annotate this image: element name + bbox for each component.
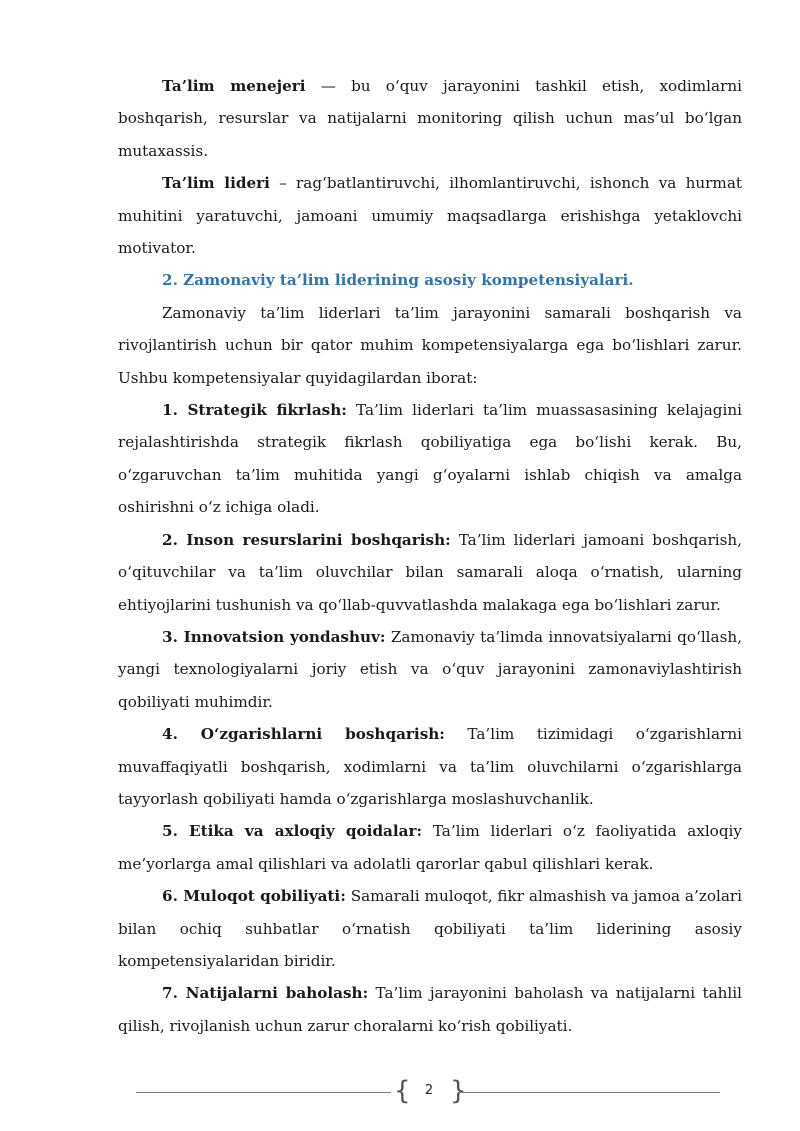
definition-talim-menejeri: — bu o‘quv jarayonini tashkil etish, xodimlarni boshqarish, resurslar va natijalarni monitoring qilish uchun mas’ul bo‘lgan mutaxassis. <box>118 77 742 160</box>
competency-item <box>118 977 742 1042</box>
competency-item <box>118 880 742 977</box>
section-heading: 2. Zamonaviy ta’lim liderining asosiy kompetensiyalari. <box>162 271 634 290</box>
competency-text: Ta’lim liderlari ta’lim muassasasining kelajagini rejalashtirishda strategik fikrlash qobiliyatiga ega bo‘lishi kerak. Bu, o‘zgaruvchan ta’lim muhitida yangi g‘oyalarni ishlab chiqish va amalga oshirishni o‘z ichiga oladi. <box>118 401 742 517</box>
term-talim-lideri: Ta’lim lideri <box>162 174 270 193</box>
intro-paragraph: Zamonaviy ta’lim liderlari ta’lim jarayonini samarali boshqarish va rivojlantirish uchun bir qator muhim kompetensiyalarga ega bo‘lishlari zarur. Ushbu kompetensiyalar quyidagilardan iborat: <box>118 303 742 387</box>
competency-title: 2. Inson resurslarini boshqarish: <box>162 530 451 549</box>
paragraph-talim-lideri <box>118 167 742 264</box>
competency-title: 5. Etika va axloqiy qoidalar: <box>162 822 423 841</box>
competency-item <box>118 524 742 621</box>
competency-title: 1. Strategik fikrlash: <box>162 401 347 420</box>
competency-title: 6. Muloqot qobiliyati: <box>162 887 346 906</box>
competency-item <box>118 621 742 718</box>
page-footer <box>136 1076 720 1108</box>
footer-rule-left <box>136 1092 391 1093</box>
footer-brace-right: } <box>450 1076 467 1106</box>
paragraph-talim-menejeri <box>118 70 742 167</box>
competency-text: Zamonaviy ta’limda innovatsiyalarni qo‘llash, yangi texnologiyalarni joriy etish va o‘quv jarayonini zamonaviylashtirish qobiliyati muhimdir. <box>118 627 742 711</box>
competency-text: Ta’lim tizimidagi o‘zgarishlarni muvaffaqiyatli boshqarish, xodimlarni va ta’lim oluvchilarni o‘zgarishlarga tayyorlash qobiliyati hamda o‘zgarishlarga moslashuvchanlik. <box>118 725 742 808</box>
competency-title: 4. O‘zgarishlarni boshqarish: <box>162 725 445 744</box>
competency-item <box>118 718 742 815</box>
competency-text: Samarali muloqot, fikr almashish va jamoa a’zolari bilan ochiq suhbatlar o‘rnatish qobiliyati ta’lim liderining asosiy kompetensiyalaridan biridir. <box>118 887 742 970</box>
footer-rule-right <box>458 1092 720 1093</box>
competency-title: 7. Natijalarni baholash: <box>162 984 369 1003</box>
competency-text: Ta’lim liderlari jamoani boshqarish, o‘qituvchilar va ta’lim oluvchilar bilan samarali aloqa o‘rnatish, ularning ehtiyojlarini tushunish va qo‘llab-quvvatlashda malakaga ega bo‘lishlari zarur. <box>118 530 742 614</box>
competency-text: Ta’lim liderlari o‘z faoliyatida axloqiy me’yorlarga amal qilishlari va adolatli qarorlar qabul qilishlari kerak. <box>118 822 742 873</box>
competency-text: Ta’lim jarayonini baholash va natijalarni tahlil qilish, rivojlanish uchun zarur choralarni ko‘rish qobiliyati. <box>118 984 743 1035</box>
competency-item <box>118 394 742 524</box>
document-page <box>118 70 742 1042</box>
term-talim-menejeri: Ta’lim menejeri <box>162 77 306 95</box>
footer-brace-left: { <box>394 1076 411 1106</box>
definition-talim-lideri: – rag‘batlantiruvchi, ilhomlantiruvchi, ishonch va hurmat muhitini yaratuvchi, jamoani umumiy maqsadlarga erishishga yetaklovchi motivator. <box>118 174 742 258</box>
competency-title: 3. Innovatsion yondashuv: <box>162 627 386 646</box>
competency-item <box>118 815 742 880</box>
page-number: 2 <box>424 1083 434 1098</box>
